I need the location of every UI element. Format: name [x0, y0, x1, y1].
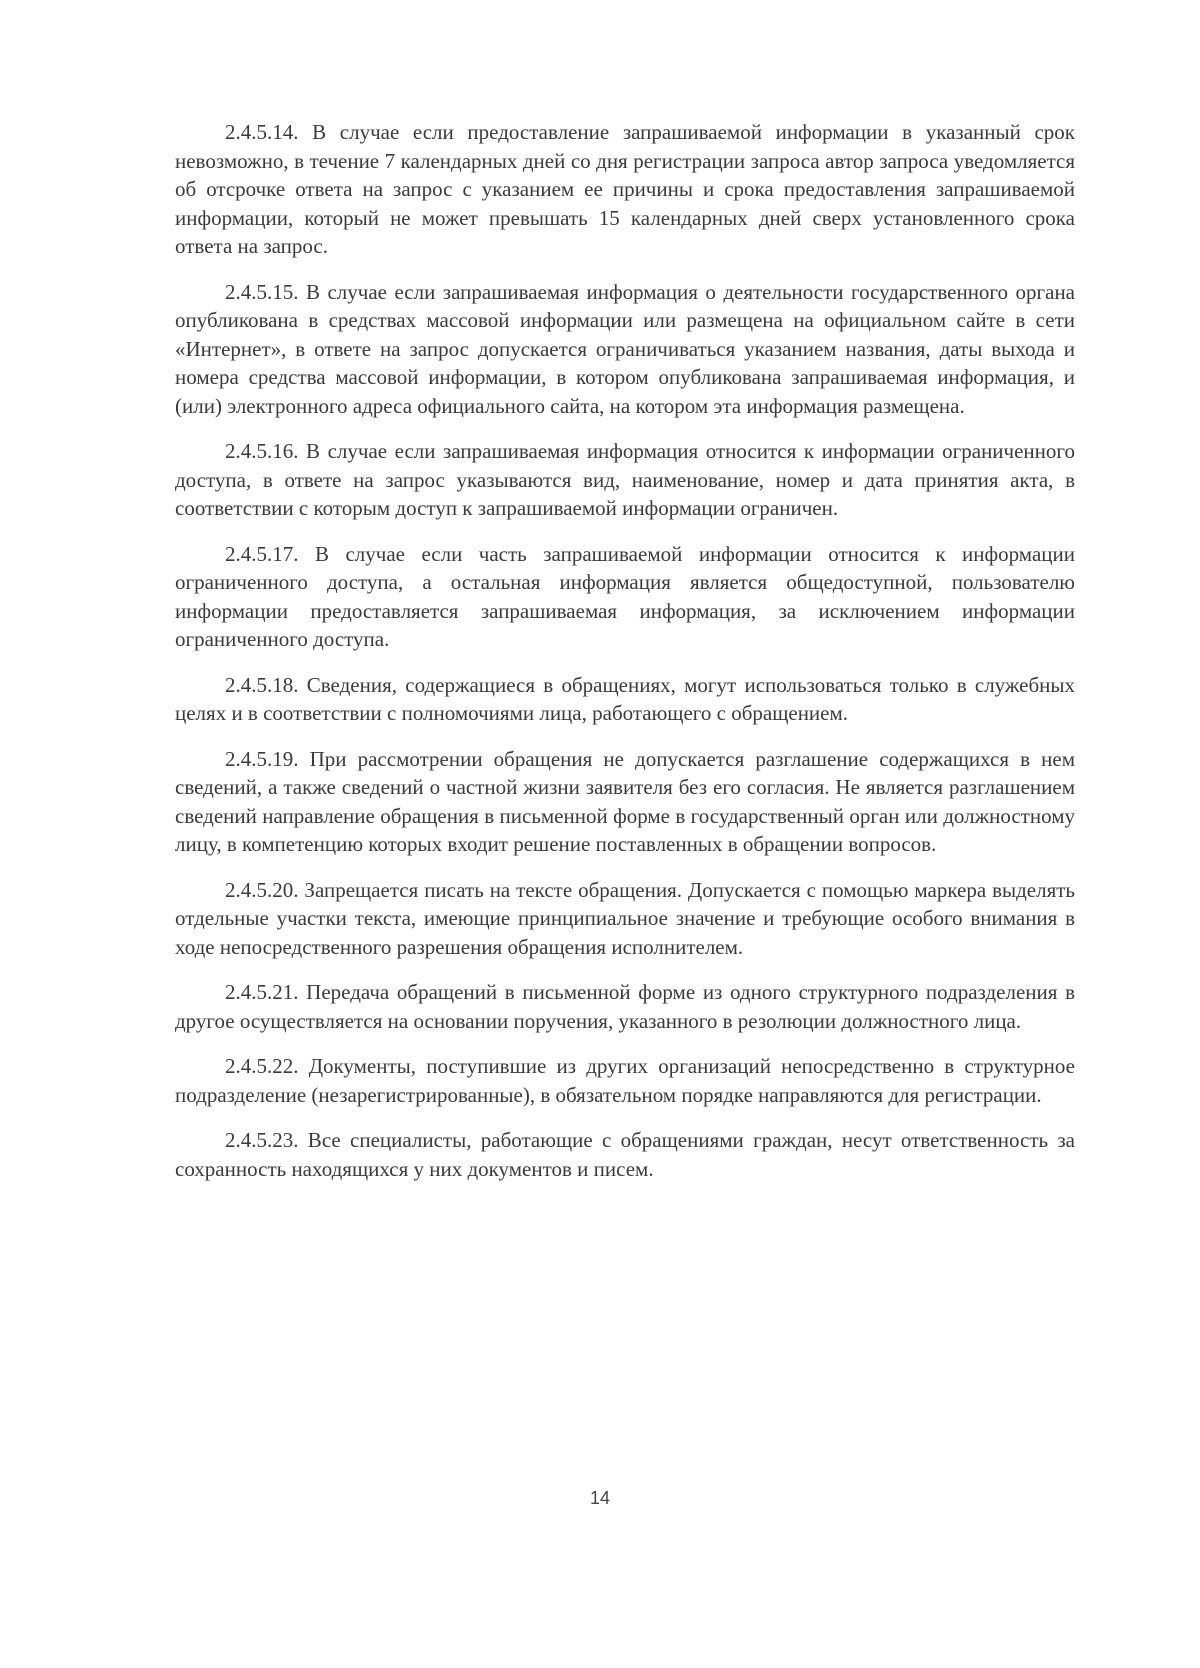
paragraph-2-4-5-20: 2.4.5.20. Запрещается писать на тексте обращения. Допускается с помощью маркера выделять отдельные участки текста, имеющие принципиальное значение и требующие особого внимания в ходе непосредственного разрешения обращения исполнителем. — [175, 877, 1075, 959]
page-number: 14 — [589, 1488, 611, 1508]
paragraph-2-4-5-17: 2.4.5.17. В случае если часть запрашиваемой информации относится к информации ограниченного доступа, а остальная информация является общедоступной, пользователю информации предоставляется запрашиваемая информация, за исключением информации ограниченного доступа. — [175, 541, 1075, 651]
paragraph-2-4-5-21: 2.4.5.21. Передача обращений в письменной форме из одного структурного подразделения в другое осуществляется на основании поручения, указанного в резолюции должностного лица. — [175, 980, 1075, 1033]
paragraph-2-4-5-23: 2.4.5.23. Все специалисты, работающие с обращениями граждан, несут ответственность за сохранность находящихся у них документов и писем. — [175, 1128, 1075, 1181]
paragraph-2-4-5-16: 2.4.5.16. В случае если запрашиваемая информация относится к информации ограниченного доступа, в ответе на запрос указываются вид, наименование, номер и дата принятия акта, в соответствии с которым доступ к запрашиваемой информации ограничен. — [175, 439, 1075, 520]
document-body — [175, 118, 1075, 1200]
paragraph-2-4-5-18: 2.4.5.18. Сведения, содержащиеся в обращениях, могут использоваться только в служебных целях и в соответствии с полномочиями лица, работающего с обращением. — [175, 672, 1075, 725]
paragraph-2-4-5-19: 2.4.5.19. При рассмотрении обращения не допускается разглашение содержащихся в нем сведений, а также сведений о частной жизни заявителя без его согласия. Не является разглашением сведений направление обращения в письменной форме в государственный орган или должностному лицу, в компетенцию которых входит решение поставленных в обращении вопросов. — [175, 746, 1075, 856]
paragraph-2-4-5-14: 2.4.5.14. В случае если предоставление запрашиваемой информации в указанный срок невозможно, в течение 7 календарных дней со дня регистрации запроса автор запроса уведомляется об отсрочке ответа на запрос с указанием ее причины и срока предоставления запрашиваемой информации, который не может превышать 15 календарных дней сверх установленного срока ответа на запрос. — [175, 120, 1075, 258]
paragraph-2-4-5-15: 2.4.5.15. В случае если запрашиваемая информация о деятельности государственного органа опубликована в средствах массовой информации или размещена на официальном сайте в сети «Интернет», в ответе на запрос допускается ограничиваться указанием названия, даты выхода и номера средства массовой информации, в котором опубликована запрашиваемая информация, и (или) электронного адреса официального сайта, на котором эта информация размещена. — [175, 279, 1075, 418]
paragraph-2-4-5-22: 2.4.5.22. Документы, поступившие из других организаций непосредственно в структурное подразделение (незарегистрированные), в обязательном порядке направляются для регистрации. — [175, 1054, 1075, 1107]
